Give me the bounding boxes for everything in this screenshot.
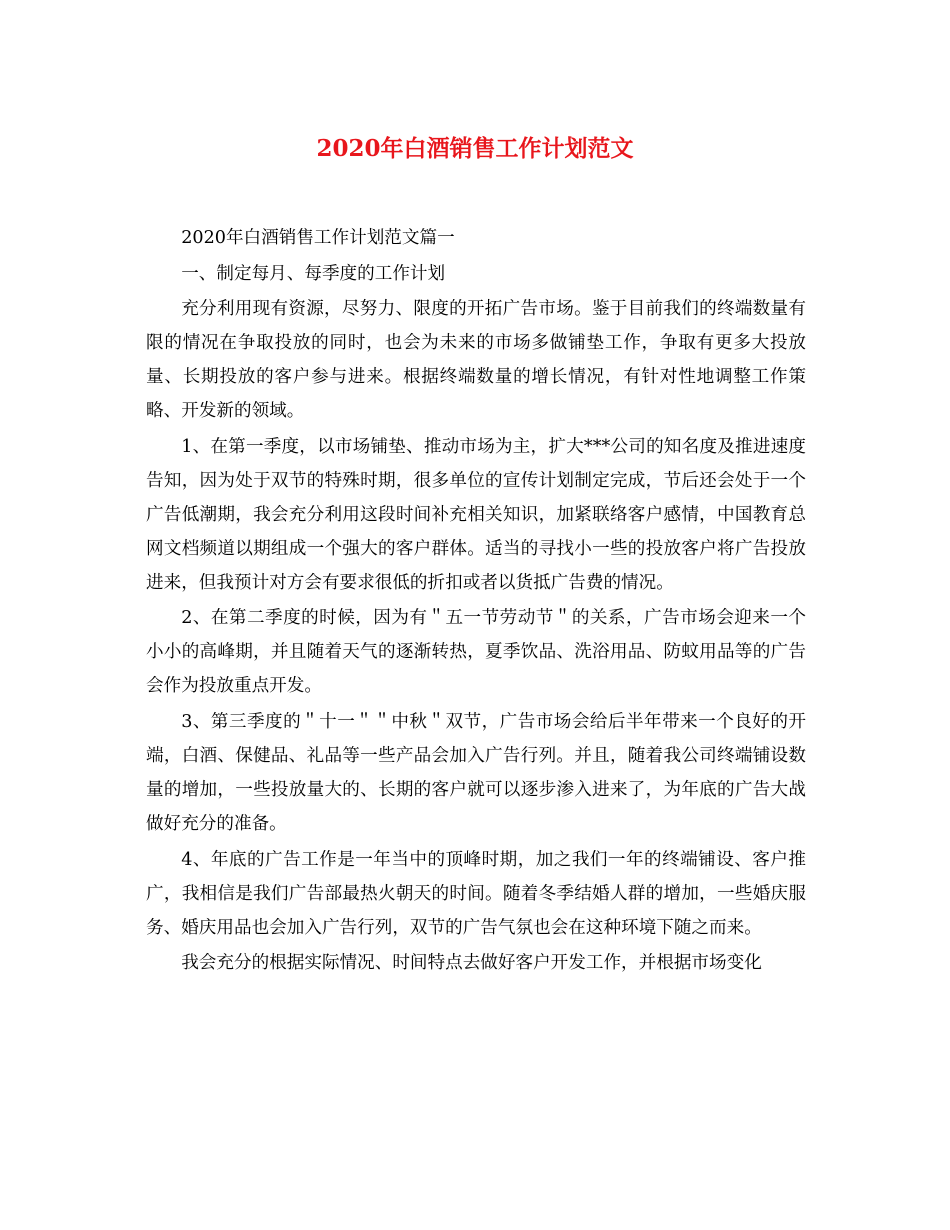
section-heading: 2020年白酒销售工作计划范文篇一 [181, 228, 455, 248]
subsection-heading: 一、制定每月、每季度的工作计划 [181, 263, 446, 284]
document-body [146, 221, 806, 982]
body-paragraph: 4、年底的广告工作是一年当中的顶峰时期，加之我们一年的终端铺设、客户推广，我相信是我们广告部最热火朝天的时间。随着冬季结婚人群的增加，一些婚庆服务、婚庆用品也会加入广告行列，双节的广告气氛也会在这种环境下随之而来。 [146, 849, 806, 938]
body-paragraph: 我会充分的根据实际情况、时间特点去做好客户开发工作，并根据市场变化 [181, 953, 762, 974]
body-paragraph: 2、在第二季度的时候，因为有＂五一节劳动节＂的关系，广告市场会迎来一个小小的高峰期，并且随着天气的逐渐转热，夏季饮品、洗浴用品、防蚊用品等的广告会作为投放重点开发。 [146, 608, 806, 697]
document-title: 2020年白酒销售工作计划范文 [316, 135, 634, 162]
body-paragraph: 3、第三季度的＂十一＂＂中秋＂双节，广告市场会给后半年带来一个良好的开端，白酒、保健品、礼品等一些产品会加入广告行列。并且，随着我公司终端铺设数量的增加，一些投放量大的、长期的客户就可以逐步渗入进来了，为年底的广告大战做好充分的准备。 [146, 711, 806, 834]
body-paragraph: 1、在第一季度，以市场铺垫、推动市场为主，扩大***公司的知名度及推进速度告知，因为处于双节的特殊时期，很多单位的宣传计划制定完成，节后还会处于一个广告低潮期，我会充分利用这段时间补充相关知识，加紧联络客户感情，中国教育总网文档频道以期组成一个强大的客户群体。适当的寻找小一些的投放客户将广告投放进来，但我预计对方会有要求很低的折扣或者以货抵广告费的情况。 [146, 436, 806, 593]
body-paragraph: 充分利用现有资源，尽努力、限度的开拓广告市场。鉴于目前我们的终端数量有限的情况在争取投放的同时，也会为未来的市场多做铺垫工作，争取有更多大投放量、长期投放的客户参与进来。根据终端数量的增长情况，有针对性地调整工作策略、开发新的领域。 [146, 299, 806, 422]
